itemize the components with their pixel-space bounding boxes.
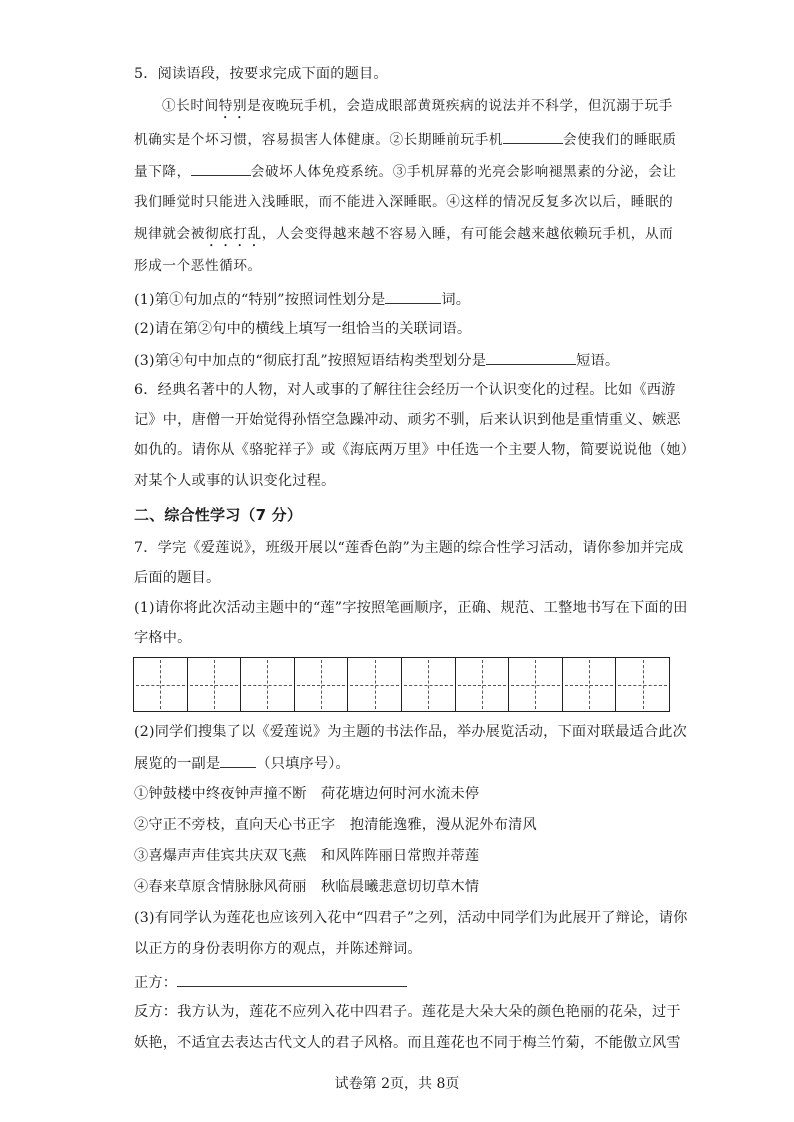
- q7-sub3-line-1: (3)有同学认为莲花也应该列入花中“四君子”之列，活动中同学们为此展开了辩论，请你: [134, 910, 688, 926]
- tianzige-cell[interactable]: [402, 658, 456, 711]
- q7-sub2-line-1: (2)同学们搜集了以《爱莲说》为主题的书法作品，举办展览活动，下面对联最适合此次: [134, 724, 688, 740]
- dotted-word-tebie: 特别: [218, 98, 248, 114]
- pro-side-line: 正方：: [134, 971, 407, 993]
- q7-sub1-line-2: 字格中。: [134, 630, 192, 646]
- section2-heading: 二、综合性学习（7 分）: [134, 506, 303, 524]
- q7-line-2: 后面的题目。: [134, 570, 221, 586]
- q5-passage-line-1: ①长时间特别是夜晚玩手机，会造成眼部黄斑疾病的说法并不科学，但沉溺于玩手: [162, 98, 673, 114]
- q5-sub1: (1)第①句加点的“特别”按照词性划分是 词。: [134, 288, 470, 310]
- answer-blank-q5-3[interactable]: [486, 349, 576, 365]
- tianzige-cell[interactable]: [188, 658, 242, 711]
- conjunction-blank-1[interactable]: [503, 128, 563, 144]
- q6-line-2: 记》中，唐僧一开始觉得孙悟空急躁冲动、顽劣不驯，后来认识到他是重情重义、嫉恶: [134, 412, 681, 428]
- dotted-phrase-chedidaluan: 彻底打乱: [204, 226, 262, 242]
- q6-line-3: 如仇的。请你从《骆驼祥子》或《海底两万里》中任选一个主要人物，简要说说他（她）: [134, 442, 696, 458]
- q6-line-4: 对某个人或事的认识变化过程。: [134, 473, 336, 489]
- q5-sub3: (3)第④句中加点的“彻底打乱”按照短语结构类型划分是 短语。: [134, 349, 619, 371]
- couplet-option-2: ②守正不旁枝，直向天心书正字 抱清能逸雅，漫从泥外布清风: [134, 817, 537, 833]
- answer-blank-q5-1[interactable]: [385, 288, 441, 304]
- pro-side-answer-blank[interactable]: [177, 971, 407, 987]
- couplet-option-4: ④春来草原含情脉脉风荷丽 秋临晨曦悲意切切草木情: [134, 879, 480, 895]
- tianzige-cell[interactable]: [509, 658, 563, 711]
- page-footer: 试卷第 2页，共 8页: [334, 1076, 460, 1092]
- q5-passage-line-6: 形成一个恶性循环。: [134, 258, 262, 274]
- q5-passage-line-5: 规律就会被彻底打乱，人会变得越来越不容易入睡，有可能会越来越依赖玩手机，从而: [134, 226, 674, 242]
- q5-passage-line-3: 量下降， 会破坏人体免疫系统。③手机屏幕的光亮会影响褪黑素的分泌，会让: [134, 160, 677, 182]
- tianzige-cell[interactable]: [295, 658, 349, 711]
- couplet-option-1: ①钟鼓楼中终夜钟声撞不断 荷花塘边何时河水流未停: [134, 786, 480, 802]
- couplet-option-3: ③喜爆声声佳宾共庆双飞燕 和风阵阵丽日常煦并蒂莲: [134, 848, 480, 864]
- q6-line-1: 6．经典名著中的人物，对人或事的了解往往会经历一个认识变化的过程。比如《西游: [134, 382, 676, 398]
- q5-passage-line-4: 我们睡觉时只能进入浅睡眠，而不能进入深睡眠。④这样的情况反复多次以后，睡眠的: [134, 194, 674, 210]
- q7-sub1-line-1: (1)请你将此次活动主题中的“莲”字按照笔画顺序，正确、规范、工整地书写在下面的田: [134, 600, 688, 616]
- q7-sub3-line-2: 以正方的身份表明你方的观点，并陈述辩词。: [134, 941, 422, 957]
- con-side-line-1: 反方：我方认为，莲花不应列入花中四君子。莲花是大朵大朵的颜色艳丽的花朵，过于: [134, 1004, 681, 1020]
- answer-blank-q7-2[interactable]: [220, 752, 256, 768]
- q7-line-1: 7．学完《爱莲说》，班级开展以“莲香色韵”为主题的综合性学习活动，请你参加并完成: [134, 540, 684, 556]
- tianzige-cell[interactable]: [134, 658, 188, 711]
- tianzige-cell[interactable]: [616, 658, 669, 711]
- tianzige-cell[interactable]: [348, 658, 402, 711]
- q7-sub2-line-2: 展览的一副是 （只填序号）。: [134, 752, 350, 774]
- tianzige-cell[interactable]: [241, 658, 295, 711]
- conjunction-blank-2[interactable]: [191, 160, 251, 176]
- tianzige-cell[interactable]: [456, 658, 510, 711]
- q5-title: 5．阅读语段，按要求完成下面的题目。: [134, 66, 388, 82]
- tianzige-cell[interactable]: [563, 658, 617, 711]
- con-side-line-2: 妖艳，不适宜去表达古代文人的君子风格。而且莲花也不同于梅兰竹菊，不能傲立风雪: [134, 1035, 681, 1051]
- tianzige-grid[interactable]: [133, 657, 670, 712]
- q5-passage-line-2: 机确实是个坏习惯，容易损害人体健康。②长期睡前玩手机 会使我们的睡眠质: [134, 128, 677, 150]
- q5-sub2: (2)请在第②句中的横线上填写一组恰当的关联词语。: [134, 321, 472, 337]
